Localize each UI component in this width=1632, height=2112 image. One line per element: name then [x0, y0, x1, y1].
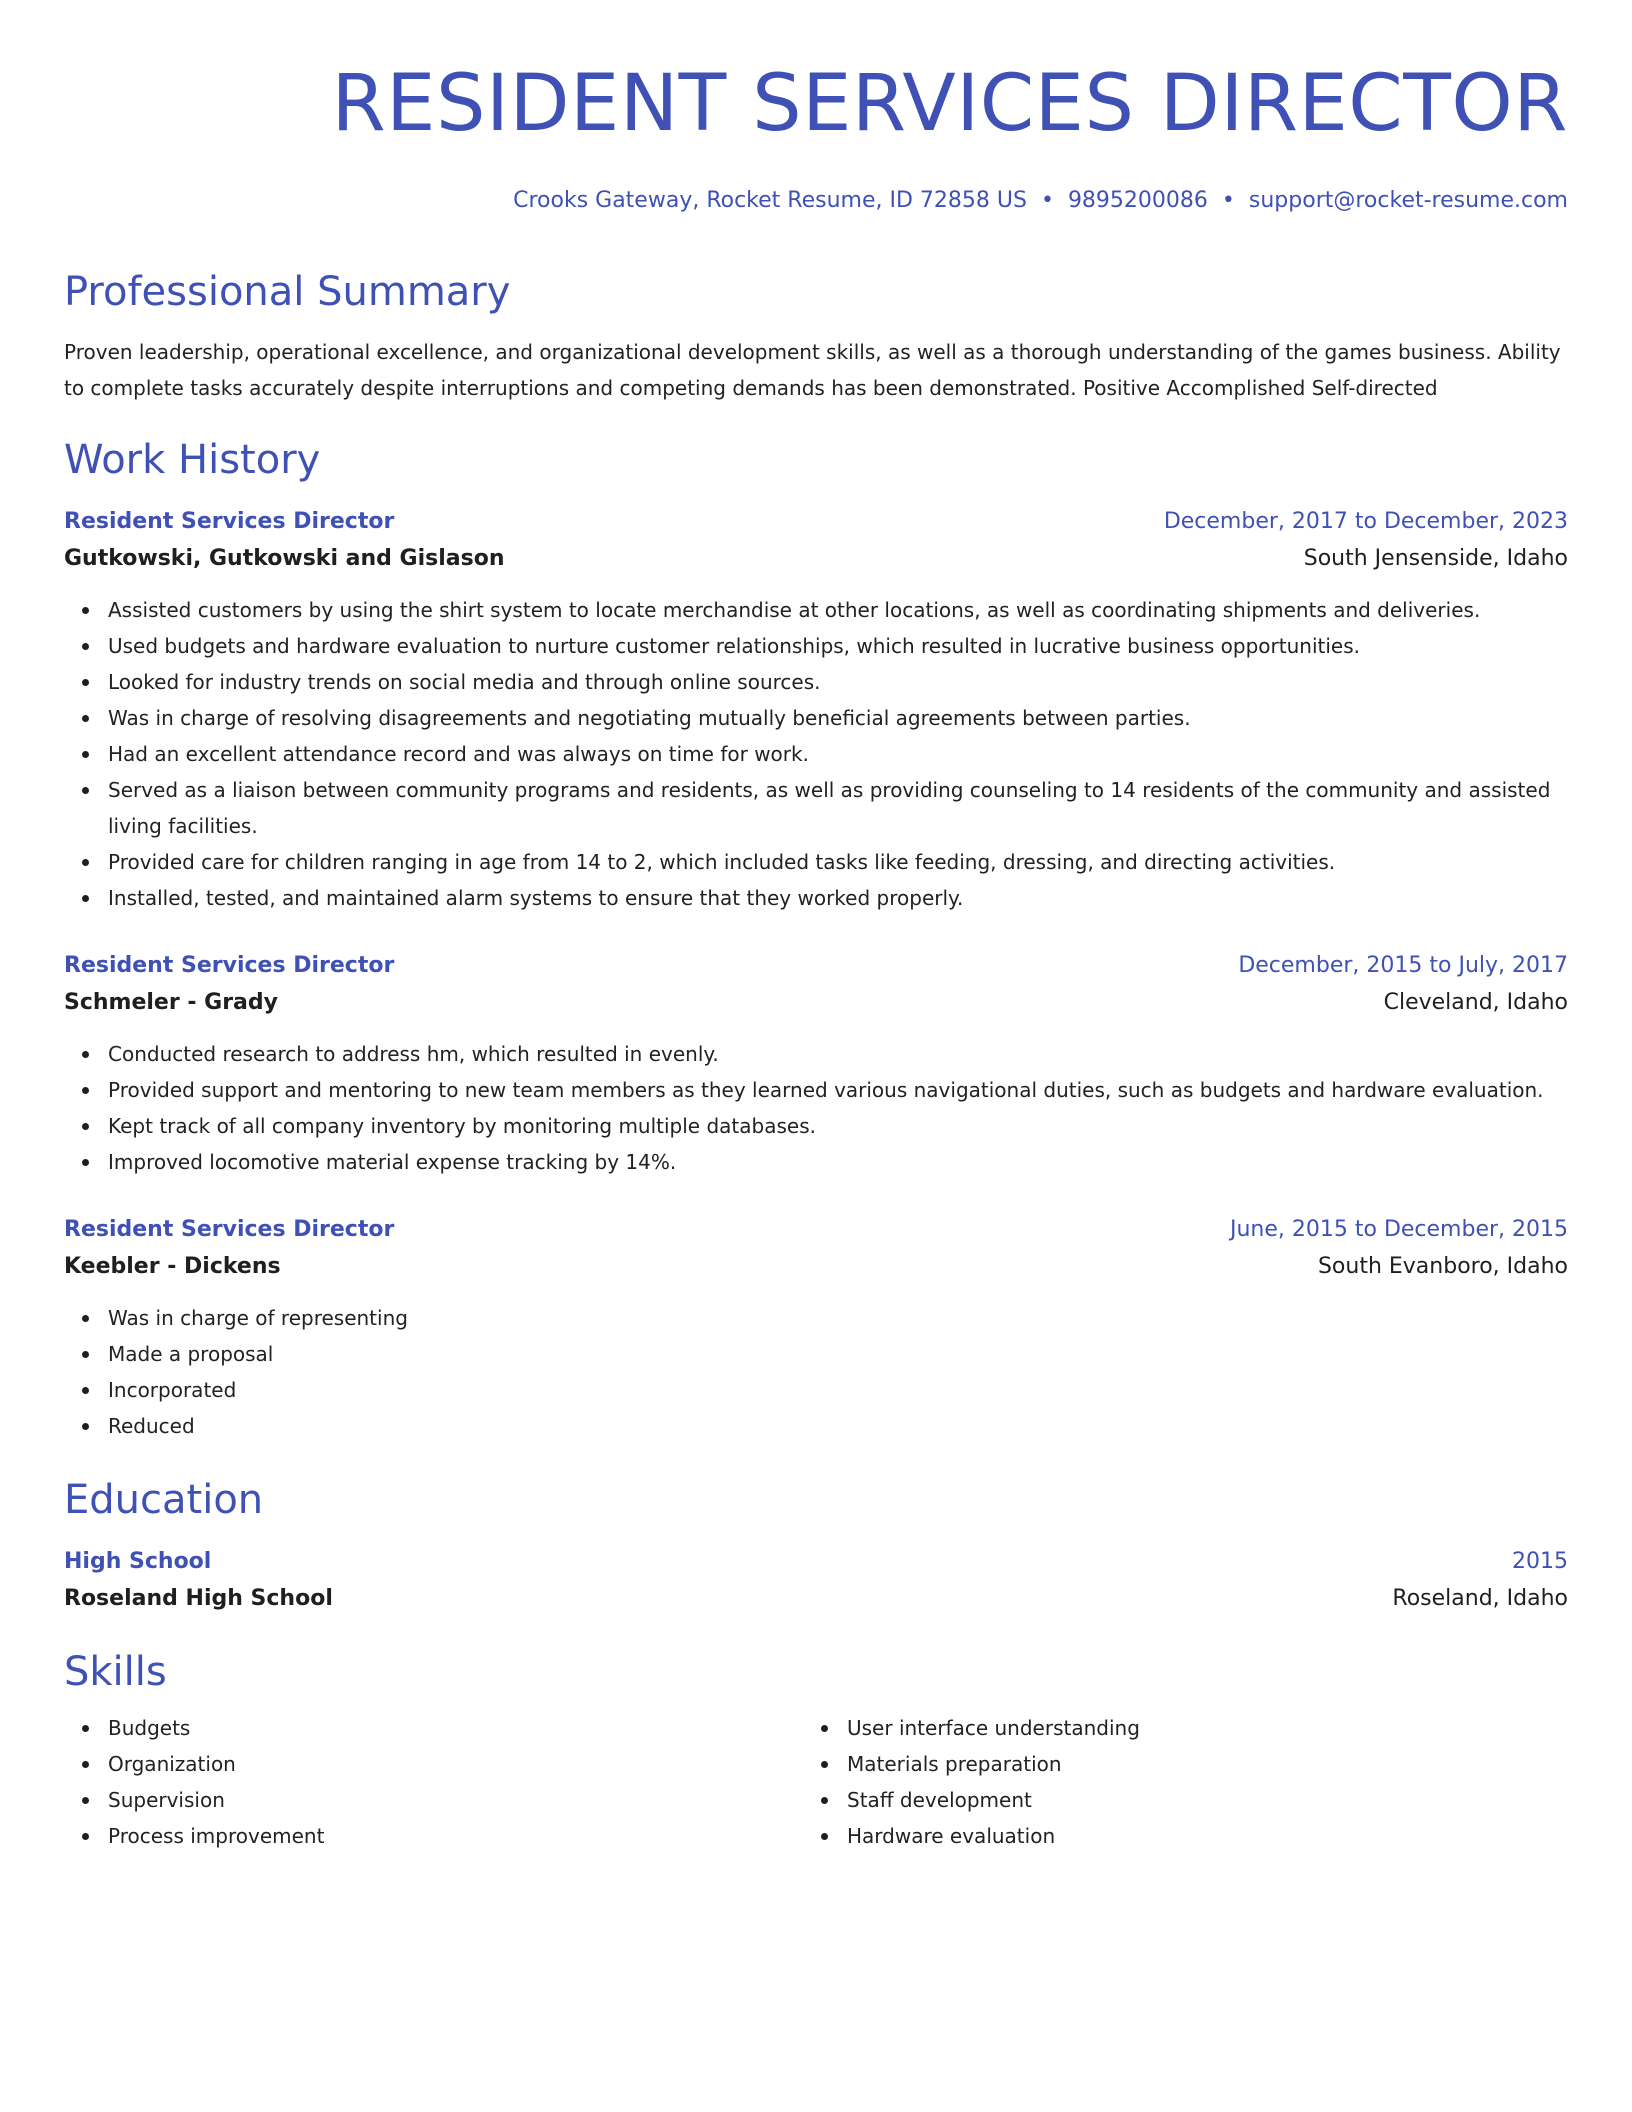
job-role: Resident Services Director — [64, 509, 395, 534]
skill-item: Budgets — [108, 1710, 803, 1746]
job-location: South Evanboro, Idaho — [1317, 1254, 1568, 1279]
job-bullet: Was in charge of representing — [108, 1300, 1568, 1336]
job-bullet: Looked for industry trends on social media and through online sources. — [108, 664, 1568, 700]
job-bullet: Conducted research to address hm, which resulted in evenly. — [108, 1036, 1568, 1072]
skill-item: Staff development — [847, 1782, 1542, 1818]
skills-heading: Skills — [64, 1649, 167, 1695]
job-bullet: Made a proposal — [108, 1336, 1568, 1372]
contact-address: Crooks Gateway, Rocket Resume, ID 72858 US — [513, 188, 1027, 213]
job-entry — [64, 948, 1568, 1180]
contact-separator: • — [1221, 188, 1235, 213]
skill-item: Supervision — [108, 1782, 803, 1818]
job-bullets — [64, 592, 1568, 916]
education-school: Roseland High School — [64, 1586, 333, 1611]
job-bullet: Kept track of all company inventory by monitoring multiple databases. — [108, 1108, 1568, 1144]
job-dates: December, 2015 to July, 2017 — [1238, 953, 1568, 978]
skills-grid — [64, 1710, 1568, 1854]
education-heading: Education — [64, 1477, 264, 1523]
resume-header — [64, 0, 1568, 216]
job-bullet: Served as a liaison between community programs and residents, as well as providing counseling to 14 residents of the community and assisted living facilities. — [108, 772, 1568, 844]
contact-separator: • — [1040, 188, 1054, 213]
job-bullet: Provided care for children ranging in age from 14 to 2, which included tasks like feeding, dressing, and directing activities. — [108, 844, 1568, 880]
job-bullet: Improved locomotive material expense tracking by 14%. — [108, 1144, 1568, 1180]
candidate-title: RESIDENT SERVICES DIRECTOR — [331, 59, 1568, 149]
skill-item: Organization — [108, 1746, 803, 1782]
education-degree: High School — [64, 1549, 212, 1574]
skills-column-right — [803, 1710, 1542, 1854]
job-bullet: Incorporated — [108, 1372, 1568, 1408]
job-entry — [64, 504, 1568, 916]
job-bullet: Was in charge of resolving disagreements and negotiating mutually beneficial agreements between parties. — [108, 700, 1568, 736]
contact-line — [64, 186, 1568, 216]
job-bullets — [64, 1300, 1568, 1444]
job-location: South Jensenside, Idaho — [1303, 546, 1568, 571]
job-dates: December, 2017 to December, 2023 — [1163, 509, 1568, 534]
contact-phone: 9895200086 — [1067, 188, 1208, 213]
summary-heading: Professional Summary — [64, 269, 511, 315]
job-location: Cleveland, Idaho — [1383, 990, 1568, 1015]
job-bullet: Had an excellent attendance record and was always on time for work. — [108, 736, 1568, 772]
skill-item: Materials preparation — [847, 1746, 1542, 1782]
skill-item: Process improvement — [108, 1818, 803, 1854]
job-entry — [64, 1212, 1568, 1444]
job-bullet: Used budgets and hardware evaluation to nurture customer relationships, which resulted in lucrative business opportunities. — [108, 628, 1568, 664]
contact-email: support@rocket-resume.com — [1248, 188, 1568, 213]
job-dates: June, 2015 to December, 2015 — [1229, 1217, 1568, 1242]
job-bullet: Installed, tested, and maintained alarm systems to ensure that they worked properly. — [108, 880, 1568, 916]
job-bullets — [64, 1036, 1568, 1180]
job-bullet: Provided support and mentoring to new team members as they learned various navigational duties, such as budgets and hardware evaluation. — [108, 1072, 1568, 1108]
job-company: Gutkowski, Gutkowski and Gislason — [64, 546, 505, 571]
job-bullet: Reduced — [108, 1408, 1568, 1444]
skill-item: User interface understanding — [847, 1710, 1542, 1746]
education-entry — [64, 1544, 1568, 1618]
education-year: 2015 — [1512, 1549, 1568, 1574]
job-role: Resident Services Director — [64, 1217, 395, 1242]
job-company: Keebler - Dickens — [64, 1254, 281, 1279]
education-location: Roseland, Idaho — [1392, 1586, 1568, 1611]
summary-text: Proven leadership, operational excellence, and organizational development skills, as well as a thorough understanding of the games business. Ability to complete tasks accurately despite interruptions and competing demands has been demonstrated. Positive Accomplished Self-directed — [64, 340, 1561, 400]
job-role: Resident Services Director — [64, 953, 395, 978]
job-company: Schmeler - Grady — [64, 990, 278, 1015]
work-history-heading: Work History — [64, 437, 321, 483]
job-bullet: Assisted customers by using the shirt system to locate merchandise at other locations, as well as coordinating shipments and deliveries. — [108, 592, 1568, 628]
skills-column-left — [64, 1710, 803, 1854]
skill-item: Hardware evaluation — [847, 1818, 1542, 1854]
